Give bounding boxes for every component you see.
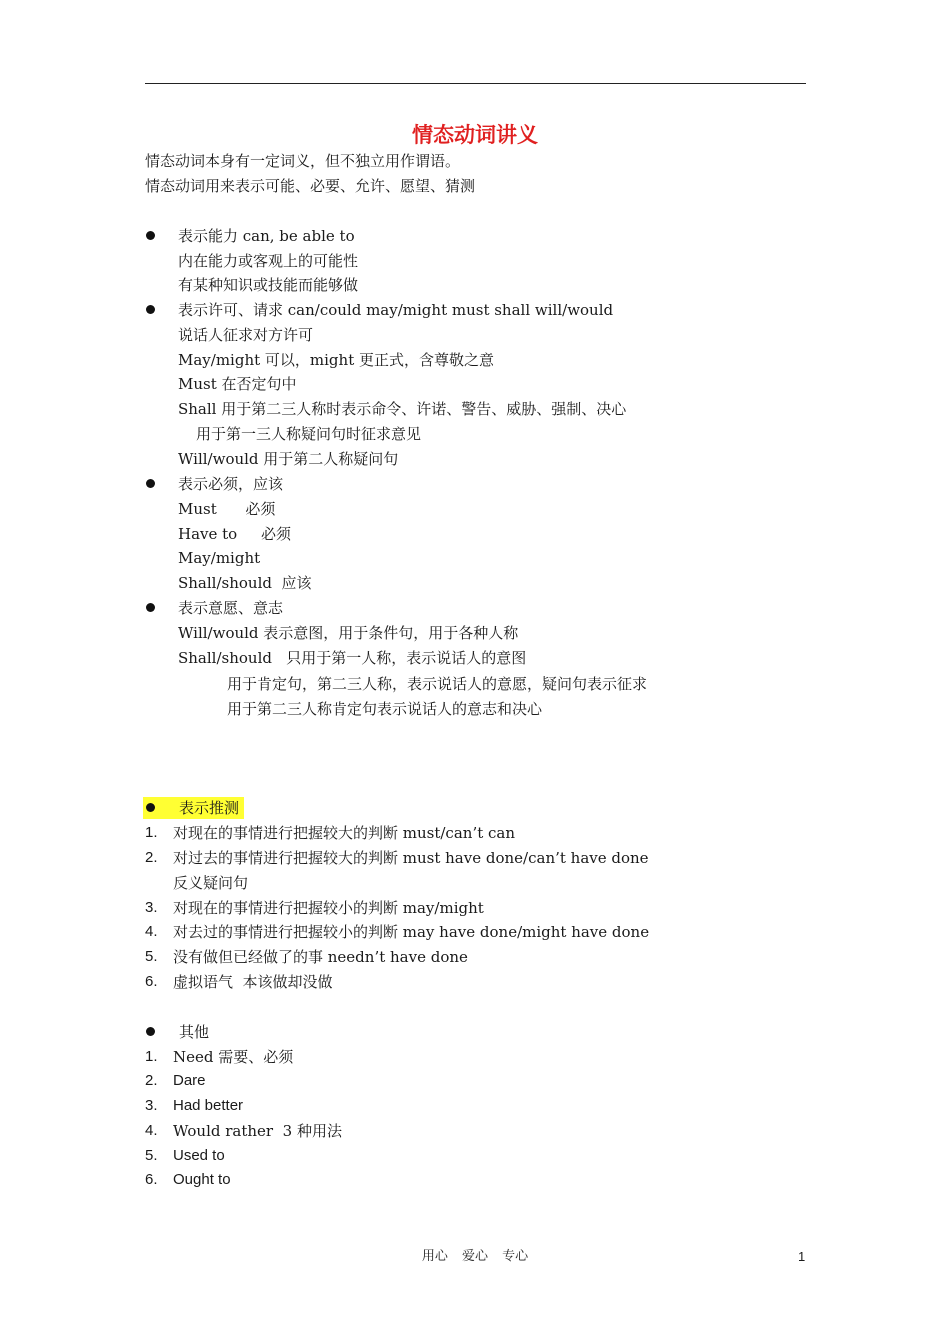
necessity-line-3: May/might: [178, 549, 261, 567]
will-line-1: Will/would 表示意图，用于条件句，用于各种人称: [178, 624, 519, 642]
list-number: 6.: [145, 1171, 158, 1188]
bullet-icon: [146, 1027, 155, 1036]
list-number: 3.: [145, 899, 158, 916]
list-number: 6.: [145, 973, 158, 990]
list-item: 虚拟语气 本该做却没做: [173, 973, 333, 991]
bullet-icon: [146, 803, 155, 812]
list-number: 4.: [145, 1122, 158, 1139]
section-heading-necessity: 表示必须，应该: [178, 475, 284, 493]
list-item: 对去过的事情进行把握较小的判断 may have done/might have done: [173, 923, 650, 941]
list-item-continuation: 反义疑问句: [173, 874, 249, 892]
section-heading-other: 其他: [179, 1023, 210, 1041]
list-number: 2.: [145, 1072, 158, 1089]
permission-line-6: Will/would 用于第二人称疑问句: [178, 450, 399, 468]
bullet-icon: [146, 231, 155, 240]
list-number: 4.: [145, 923, 158, 940]
list-item: Would rather 3 种用法: [173, 1122, 342, 1140]
permission-line-3: Must 在否定句中: [178, 375, 297, 393]
bullet-icon: [146, 603, 155, 612]
list-item: 对过去的事情进行把握较大的判断 must have done/can’t have done: [173, 849, 649, 867]
page-title: 情态动词讲义: [412, 122, 538, 147]
will-line-2: Shall/should 只用于第一人称，表示说话人的意图: [178, 649, 527, 667]
list-number: 1.: [145, 1048, 158, 1065]
list-item: Ought to: [173, 1171, 231, 1188]
will-line-3: 用于肯定句，第二三人称，表示说话人的意愿，疑问句表示征求: [227, 675, 648, 693]
page-footer: 用心 爱心 专心: [421, 1249, 529, 1264]
necessity-line-4: Shall/should 应该: [178, 574, 312, 592]
list-item: 对现在的事情进行把握较小的判断 may/might: [173, 899, 484, 917]
permission-line-1: 说话人征求对方许可: [178, 326, 314, 344]
intro-line-1: 情态动词本身有一定词义，但不独立用作谓语。: [145, 152, 461, 170]
list-number: 1.: [145, 824, 158, 841]
list-number: 3.: [145, 1097, 158, 1114]
intro-line-2: 情态动词用来表示可能、必要、允许、愿望、猜测: [145, 177, 476, 195]
permission-line-2: May/might 可以，might 更正式，含尊敬之意: [178, 351, 494, 369]
ability-line-1: 内在能力或客观上的可能性: [178, 252, 359, 270]
ability-line-2: 有某种知识或技能而能够做: [178, 276, 359, 294]
necessity-line-1: Must 必须: [178, 500, 276, 518]
page-number: 1: [798, 1249, 806, 1264]
list-item: Need 需要、必须: [173, 1048, 294, 1066]
necessity-line-2: Have to 必须: [178, 525, 292, 543]
header-rule: [145, 83, 806, 84]
list-item: Used to: [173, 1147, 225, 1164]
section-heading-ability: 表示能力 can, be able to: [178, 227, 355, 245]
section-heading-will: 表示意愿、意志: [178, 599, 284, 617]
bullet-icon: [146, 305, 155, 314]
list-number: 5.: [145, 1147, 158, 1164]
section-heading-permission: 表示许可、请求 can/could may/might must shall will/would: [178, 301, 614, 319]
permission-line-5: 用于第一三人称疑问句时征求意见: [196, 425, 422, 443]
list-item: 没有做但已经做了的事 needn’t have done: [173, 948, 468, 966]
list-number: 2.: [145, 849, 158, 866]
will-line-4: 用于第二三人称肯定句表示说话人的意志和决心: [227, 700, 543, 718]
list-number: 5.: [145, 948, 158, 965]
list-item: Had better: [173, 1097, 244, 1114]
bullet-icon: [146, 479, 155, 488]
list-item: 对现在的事情进行把握较大的判断 must/can’t can: [173, 824, 516, 842]
list-item: Dare: [173, 1072, 206, 1089]
permission-line-4: Shall 用于第二三人称时表示命令、许诺、警告、威胁、强制、决心: [178, 400, 627, 418]
section-heading-guess: 表示推测: [179, 799, 240, 817]
